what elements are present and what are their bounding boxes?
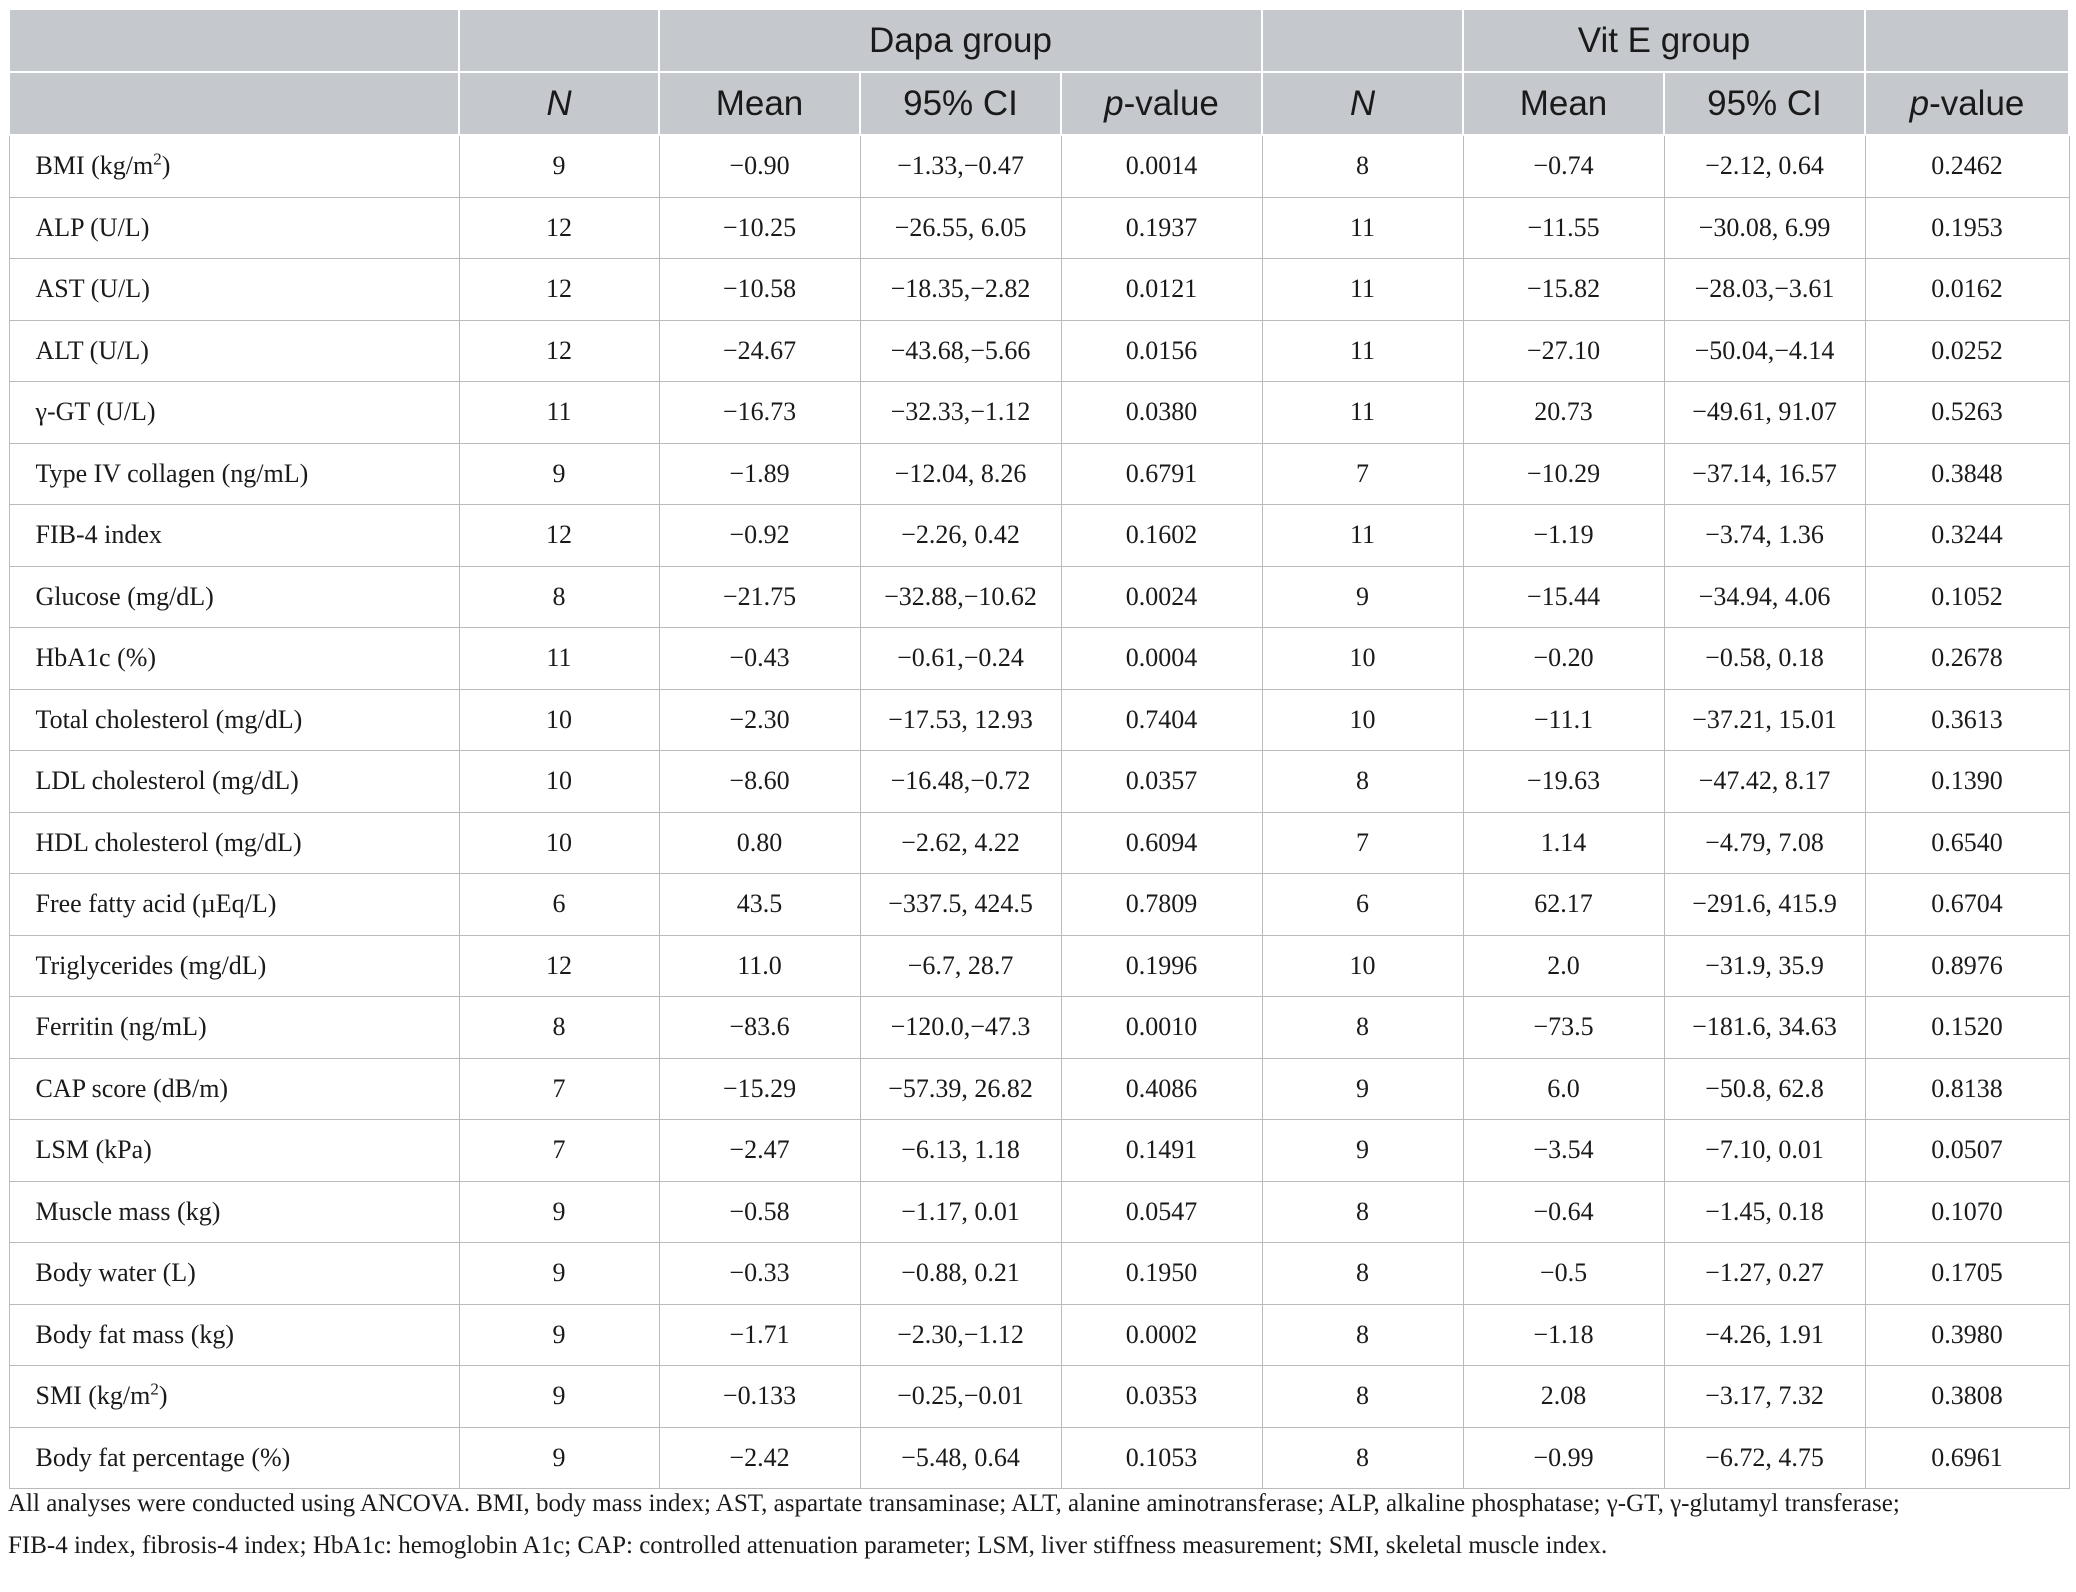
vite-n-cell: 8 xyxy=(1262,1243,1463,1305)
header-blank-dapa-end xyxy=(1262,9,1463,72)
dapa-n-cell: 8 xyxy=(459,566,659,628)
vite-pvalue-cell: 0.1953 xyxy=(1865,197,2069,259)
vite-ci-cell: −47.42, 8.17 xyxy=(1664,751,1865,813)
dapa-mean-cell: −0.133 xyxy=(659,1366,860,1428)
dapa-ci-cell: −18.35,−2.82 xyxy=(860,259,1061,321)
vite-pvalue-cell: 0.8138 xyxy=(1865,1058,2069,1120)
vite-n-cell: 8 xyxy=(1262,1304,1463,1366)
vite-n-cell: 6 xyxy=(1262,874,1463,936)
dapa-n-cell: 12 xyxy=(459,505,659,567)
vite-pvalue-cell: 0.3808 xyxy=(1865,1366,2069,1428)
vite-n-cell: 8 xyxy=(1262,1181,1463,1243)
vite-n-cell: 7 xyxy=(1262,443,1463,505)
dapa-n-cell: 9 xyxy=(459,135,659,197)
vite-mean-header: Mean xyxy=(1463,72,1664,135)
dapa-ci-cell: −0.61,−0.24 xyxy=(860,628,1061,690)
vite-pvalue-cell: 0.6961 xyxy=(1865,1427,2069,1489)
table-row xyxy=(9,874,2069,936)
dapa-pvalue-cell: 0.1996 xyxy=(1061,935,1262,997)
vite-mean-cell: −11.1 xyxy=(1463,689,1664,751)
dapa-ci-cell: −16.48,−0.72 xyxy=(860,751,1061,813)
dapa-ci-cell: −2.62, 4.22 xyxy=(860,812,1061,874)
vite-n-cell: 9 xyxy=(1262,1058,1463,1120)
dapa-pvalue-cell: 0.6094 xyxy=(1061,812,1262,874)
table-row xyxy=(9,1304,2069,1366)
dapa-ci-cell: −2.30,−1.12 xyxy=(860,1304,1061,1366)
results-table xyxy=(8,8,2070,1489)
dapa-mean-cell: −2.42 xyxy=(659,1427,860,1489)
row-label: Ferritin (ng/mL) xyxy=(9,997,459,1059)
table-row xyxy=(9,1058,2069,1120)
vite-n-header: N xyxy=(1262,72,1463,135)
table-body xyxy=(9,135,2069,1489)
row-label: HbA1c (%) xyxy=(9,628,459,690)
vite-ci-cell: −28.03,−3.61 xyxy=(1664,259,1865,321)
dapa-mean-cell: −2.47 xyxy=(659,1120,860,1182)
table-footnote xyxy=(8,1483,2068,1567)
dapa-ci-cell: −337.5, 424.5 xyxy=(860,874,1061,936)
dapa-mean-cell: −1.71 xyxy=(659,1304,860,1366)
dapa-ci-cell: −120.0,−47.3 xyxy=(860,997,1061,1059)
table-row xyxy=(9,505,2069,567)
vite-pvalue-cell: 0.2462 xyxy=(1865,135,2069,197)
header-blank-dapa-n xyxy=(459,9,659,72)
vite-n-cell: 10 xyxy=(1262,628,1463,690)
dapa-n-cell: 9 xyxy=(459,1243,659,1305)
vite-mean-cell: 2.08 xyxy=(1463,1366,1664,1428)
dapa-mean-header: Mean xyxy=(659,72,860,135)
row-label: HDL cholesterol (mg/dL) xyxy=(9,812,459,874)
vite-ci-cell: −1.45, 0.18 xyxy=(1664,1181,1865,1243)
dapa-mean-cell: −16.73 xyxy=(659,382,860,444)
vite-n-cell: 11 xyxy=(1262,382,1463,444)
table-row xyxy=(9,566,2069,628)
dapa-n-cell: 7 xyxy=(459,1120,659,1182)
dapa-n-cell: 6 xyxy=(459,874,659,936)
row-label: Triglycerides (mg/dL) xyxy=(9,935,459,997)
dapa-mean-cell: −0.33 xyxy=(659,1243,860,1305)
dapa-ci-cell: −2.26, 0.42 xyxy=(860,505,1061,567)
dapa-pvalue-cell: 0.0547 xyxy=(1061,1181,1262,1243)
vite-pvalue-cell: 0.6704 xyxy=(1865,874,2069,936)
dapa-n-cell: 9 xyxy=(459,1304,659,1366)
dapa-ci-cell: −1.33,−0.47 xyxy=(860,135,1061,197)
row-label: Total cholesterol (mg/dL) xyxy=(9,689,459,751)
row-label: LSM (kPa) xyxy=(9,1120,459,1182)
footnote-line-2: FIB-4 index, fibrosis-4 index; HbA1c: hemoglobin A1c; CAP: controlled attenuation parameter; LSM, liver stiffness measurement; SMI, skeletal muscle index. xyxy=(8,1532,1608,1559)
dapa-pvalue-cell: 0.0380 xyxy=(1061,382,1262,444)
dapa-mean-cell: −0.58 xyxy=(659,1181,860,1243)
vite-mean-cell: −0.64 xyxy=(1463,1181,1664,1243)
table-row xyxy=(9,382,2069,444)
vite-mean-cell: −0.74 xyxy=(1463,135,1664,197)
dapa-mean-cell: −0.90 xyxy=(659,135,860,197)
vite-mean-cell: −0.20 xyxy=(1463,628,1664,690)
vite-ci-cell: −50.04,−4.14 xyxy=(1664,320,1865,382)
vite-n-cell: 8 xyxy=(1262,997,1463,1059)
table-row xyxy=(9,1366,2069,1428)
table-row xyxy=(9,1120,2069,1182)
dapa-ci-cell: −12.04, 8.26 xyxy=(860,443,1061,505)
dapa-pvalue-cell: 0.1602 xyxy=(1061,505,1262,567)
vite-mean-cell: −27.10 xyxy=(1463,320,1664,382)
vite-n-cell: 11 xyxy=(1262,320,1463,382)
vite-ci-cell: −31.9, 35.9 xyxy=(1664,935,1865,997)
vite-ci-cell: −0.58, 0.18 xyxy=(1664,628,1865,690)
vite-mean-cell: −3.54 xyxy=(1463,1120,1664,1182)
row-label: γ-GT (U/L) xyxy=(9,382,459,444)
dapa-n-cell: 8 xyxy=(459,997,659,1059)
vite-pvalue-cell: 0.2678 xyxy=(1865,628,2069,690)
table-row xyxy=(9,689,2069,751)
vite-mean-cell: −15.82 xyxy=(1463,259,1664,321)
dapa-ci-cell: −0.88, 0.21 xyxy=(860,1243,1061,1305)
dapa-pvalue-cell: 0.7809 xyxy=(1061,874,1262,936)
vite-n-cell: 10 xyxy=(1262,689,1463,751)
vite-mean-cell: 6.0 xyxy=(1463,1058,1664,1120)
vite-ci-header: 95% CI xyxy=(1664,72,1865,135)
dapa-n-cell: 12 xyxy=(459,197,659,259)
dapa-n-cell: 11 xyxy=(459,382,659,444)
dapa-pvalue-cell: 0.7404 xyxy=(1061,689,1262,751)
dapa-mean-cell: −83.6 xyxy=(659,997,860,1059)
dapa-pvalue-cell: 0.0014 xyxy=(1061,135,1262,197)
vite-n-cell: 10 xyxy=(1262,935,1463,997)
vite-ci-cell: −2.12, 0.64 xyxy=(1664,135,1865,197)
dapa-pvalue-cell: 0.0353 xyxy=(1061,1366,1262,1428)
table-row xyxy=(9,443,2069,505)
vite-ci-cell: −37.14, 16.57 xyxy=(1664,443,1865,505)
dapa-pvalue-cell: 0.0357 xyxy=(1061,751,1262,813)
dapa-mean-cell: −0.92 xyxy=(659,505,860,567)
vite-pvalue-cell: 0.3244 xyxy=(1865,505,2069,567)
vite-mean-cell: −0.5 xyxy=(1463,1243,1664,1305)
table-row xyxy=(9,812,2069,874)
dapa-mean-cell: −2.30 xyxy=(659,689,860,751)
vite-mean-cell: −0.99 xyxy=(1463,1427,1664,1489)
vite-ci-cell: −291.6, 415.9 xyxy=(1664,874,1865,936)
dapa-n-cell: 9 xyxy=(459,1427,659,1489)
dapa-mean-cell: −24.67 xyxy=(659,320,860,382)
vite-n-cell: 8 xyxy=(1262,751,1463,813)
vite-pvalue-cell: 0.1052 xyxy=(1865,566,2069,628)
vite-mean-cell: −73.5 xyxy=(1463,997,1664,1059)
row-label: LDL cholesterol (mg/dL) xyxy=(9,751,459,813)
dapa-n-cell: 12 xyxy=(459,320,659,382)
vite-ci-cell: −6.72, 4.75 xyxy=(1664,1427,1865,1489)
row-label: Body fat mass (kg) xyxy=(9,1304,459,1366)
row-label: Body water (L) xyxy=(9,1243,459,1305)
table-row xyxy=(9,997,2069,1059)
vite-mean-cell: 20.73 xyxy=(1463,382,1664,444)
row-label: FIB-4 index xyxy=(9,505,459,567)
vite-mean-cell: −1.19 xyxy=(1463,505,1664,567)
dapa-mean-cell: −0.43 xyxy=(659,628,860,690)
vite-pvalue-cell: 0.5263 xyxy=(1865,382,2069,444)
vite-ci-cell: −37.21, 15.01 xyxy=(1664,689,1865,751)
dapa-ci-cell: −6.7, 28.7 xyxy=(860,935,1061,997)
vite-ci-cell: −181.6, 34.63 xyxy=(1664,997,1865,1059)
dapa-n-cell: 12 xyxy=(459,259,659,321)
dapa-pvalue-cell: 0.0156 xyxy=(1061,320,1262,382)
column-header-row xyxy=(9,72,2069,135)
dapa-n-cell: 10 xyxy=(459,689,659,751)
table-row xyxy=(9,628,2069,690)
vite-pvalue-cell: 0.0162 xyxy=(1865,259,2069,321)
table-row xyxy=(9,935,2069,997)
dapa-n-cell: 10 xyxy=(459,812,659,874)
row-label: CAP score (dB/m) xyxy=(9,1058,459,1120)
dapa-pvalue-cell: 0.0121 xyxy=(1061,259,1262,321)
dapa-n-cell: 12 xyxy=(459,935,659,997)
vite-pvalue-cell: 0.8976 xyxy=(1865,935,2069,997)
vite-pvalue-cell: 0.1705 xyxy=(1865,1243,2069,1305)
dapa-pvalue-cell: 0.0024 xyxy=(1061,566,1262,628)
dapa-mean-cell: −15.29 xyxy=(659,1058,860,1120)
dapa-ci-cell: −32.88,−10.62 xyxy=(860,566,1061,628)
vite-n-cell: 8 xyxy=(1262,1427,1463,1489)
dapa-mean-cell: −10.58 xyxy=(659,259,860,321)
dapa-group-header: Dapa group xyxy=(659,9,1262,72)
dapa-pvalue-cell: 0.1937 xyxy=(1061,197,1262,259)
dapa-mean-cell: 43.5 xyxy=(659,874,860,936)
table-row xyxy=(9,1243,2069,1305)
footnote-line-1: All analyses were conducted using ANCOVA. BMI, body mass index; AST, aspartate transaminase; ALT, alanine aminotransferase; ALP, alkaline phosphatase; γ-GT, γ-glutamyl transferase; xyxy=(8,1490,1900,1517)
dapa-pvalue-cell: 0.1491 xyxy=(1061,1120,1262,1182)
vite-n-cell: 9 xyxy=(1262,1120,1463,1182)
dapa-mean-cell: −1.89 xyxy=(659,443,860,505)
vite-group-header: Vit E group xyxy=(1463,9,1865,72)
dapa-pvalue-cell: 0.0004 xyxy=(1061,628,1262,690)
dapa-n-cell: 9 xyxy=(459,443,659,505)
vite-mean-cell: −1.18 xyxy=(1463,1304,1664,1366)
dapa-ci-cell: −26.55, 6.05 xyxy=(860,197,1061,259)
vite-n-cell: 9 xyxy=(1262,566,1463,628)
dapa-ci-cell: −43.68,−5.66 xyxy=(860,320,1061,382)
vite-n-cell: 11 xyxy=(1262,197,1463,259)
row-label: Glucose (mg/dL) xyxy=(9,566,459,628)
dapa-mean-cell: 0.80 xyxy=(659,812,860,874)
dapa-ci-cell: −17.53, 12.93 xyxy=(860,689,1061,751)
vite-mean-cell: −19.63 xyxy=(1463,751,1664,813)
vite-ci-cell: −4.26, 1.91 xyxy=(1664,1304,1865,1366)
dapa-ci-cell: −32.33,−1.12 xyxy=(860,382,1061,444)
vite-n-cell: 11 xyxy=(1262,505,1463,567)
row-label: Muscle mass (kg) xyxy=(9,1181,459,1243)
vite-pvalue-cell: 0.1390 xyxy=(1865,751,2069,813)
dapa-ci-cell: −0.25,−0.01 xyxy=(860,1366,1061,1428)
vite-ci-cell: −50.8, 62.8 xyxy=(1664,1058,1865,1120)
table-row xyxy=(9,1181,2069,1243)
dapa-n-header: N xyxy=(459,72,659,135)
row-label: ALT (U/L) xyxy=(9,320,459,382)
row-label: Type IV collagen (ng/mL) xyxy=(9,443,459,505)
dapa-n-cell: 11 xyxy=(459,628,659,690)
dapa-pvalue-cell: 0.0002 xyxy=(1061,1304,1262,1366)
table-row xyxy=(9,197,2069,259)
header-blank-label xyxy=(9,72,459,135)
table-header xyxy=(9,9,2069,135)
dapa-mean-cell: −10.25 xyxy=(659,197,860,259)
dapa-pvalue-cell: 0.1053 xyxy=(1061,1427,1262,1489)
dapa-mean-cell: −21.75 xyxy=(659,566,860,628)
row-label: AST (U/L) xyxy=(9,259,459,321)
dapa-ci-cell: −6.13, 1.18 xyxy=(860,1120,1061,1182)
vite-pvalue-cell: 0.6540 xyxy=(1865,812,2069,874)
vite-mean-cell: 1.14 xyxy=(1463,812,1664,874)
header-blank-vite-end xyxy=(1865,9,2069,72)
vite-pvalue-cell: 0.1070 xyxy=(1865,1181,2069,1243)
row-label: ALP (U/L) xyxy=(9,197,459,259)
vite-ci-cell: −7.10, 0.01 xyxy=(1664,1120,1865,1182)
dapa-ci-header: 95% CI xyxy=(860,72,1061,135)
vite-ci-cell: −49.61, 91.07 xyxy=(1664,382,1865,444)
vite-n-cell: 11 xyxy=(1262,259,1463,321)
row-label: SMI $(kg/m^2)$ xyxy=(9,1366,459,1428)
vite-pvalue-cell: 0.0252 xyxy=(1865,320,2069,382)
vite-pvalue-cell: 0.1520 xyxy=(1865,997,2069,1059)
table-row xyxy=(9,1427,2069,1489)
vite-ci-cell: −1.27, 0.27 xyxy=(1664,1243,1865,1305)
group-header-row xyxy=(9,9,2069,72)
table-row xyxy=(9,259,2069,321)
row-label: Free fatty acid (µEq/L) xyxy=(9,874,459,936)
vite-n-cell: 8 xyxy=(1262,1366,1463,1428)
vite-ci-cell: −3.17, 7.32 xyxy=(1664,1366,1865,1428)
dapa-n-cell: 10 xyxy=(459,751,659,813)
vite-pvalue-cell: 0.3980 xyxy=(1865,1304,2069,1366)
vite-pvalue-header: p-value xyxy=(1865,72,2069,135)
row-label: Body fat percentage (%) xyxy=(9,1427,459,1489)
dapa-mean-cell: −8.60 xyxy=(659,751,860,813)
dapa-ci-cell: −5.48, 0.64 xyxy=(860,1427,1061,1489)
vite-pvalue-cell: 0.3613 xyxy=(1865,689,2069,751)
dapa-n-cell: 9 xyxy=(459,1366,659,1428)
vite-mean-cell: 2.0 xyxy=(1463,935,1664,997)
dapa-pvalue-header: p-value xyxy=(1061,72,1262,135)
vite-pvalue-cell: 0.0507 xyxy=(1865,1120,2069,1182)
dapa-ci-cell: −57.39, 26.82 xyxy=(860,1058,1061,1120)
vite-mean-cell: 62.17 xyxy=(1463,874,1664,936)
vite-n-cell: 8 xyxy=(1262,135,1463,197)
vite-ci-cell: −3.74, 1.36 xyxy=(1664,505,1865,567)
row-label: BMI $(kg/m^2)$ xyxy=(9,135,459,197)
dapa-mean-cell: 11.0 xyxy=(659,935,860,997)
dapa-pvalue-cell: 0.1950 xyxy=(1061,1243,1262,1305)
dapa-pvalue-cell: 0.6791 xyxy=(1061,443,1262,505)
dapa-n-cell: 9 xyxy=(459,1181,659,1243)
dapa-pvalue-cell: 0.4086 xyxy=(1061,1058,1262,1120)
vite-ci-cell: −30.08, 6.99 xyxy=(1664,197,1865,259)
dapa-pvalue-cell: 0.0010 xyxy=(1061,997,1262,1059)
table-row xyxy=(9,135,2069,197)
vite-mean-cell: −11.55 xyxy=(1463,197,1664,259)
dapa-n-cell: 7 xyxy=(459,1058,659,1120)
vite-pvalue-cell: 0.3848 xyxy=(1865,443,2069,505)
vite-ci-cell: −34.94, 4.06 xyxy=(1664,566,1865,628)
table-row xyxy=(9,751,2069,813)
vite-mean-cell: −10.29 xyxy=(1463,443,1664,505)
header-blank xyxy=(9,9,459,72)
vite-n-cell: 7 xyxy=(1262,812,1463,874)
vite-mean-cell: −15.44 xyxy=(1463,566,1664,628)
vite-ci-cell: −4.79, 7.08 xyxy=(1664,812,1865,874)
table-row xyxy=(9,320,2069,382)
dapa-ci-cell: −1.17, 0.01 xyxy=(860,1181,1061,1243)
results-table-container xyxy=(8,8,2068,1489)
